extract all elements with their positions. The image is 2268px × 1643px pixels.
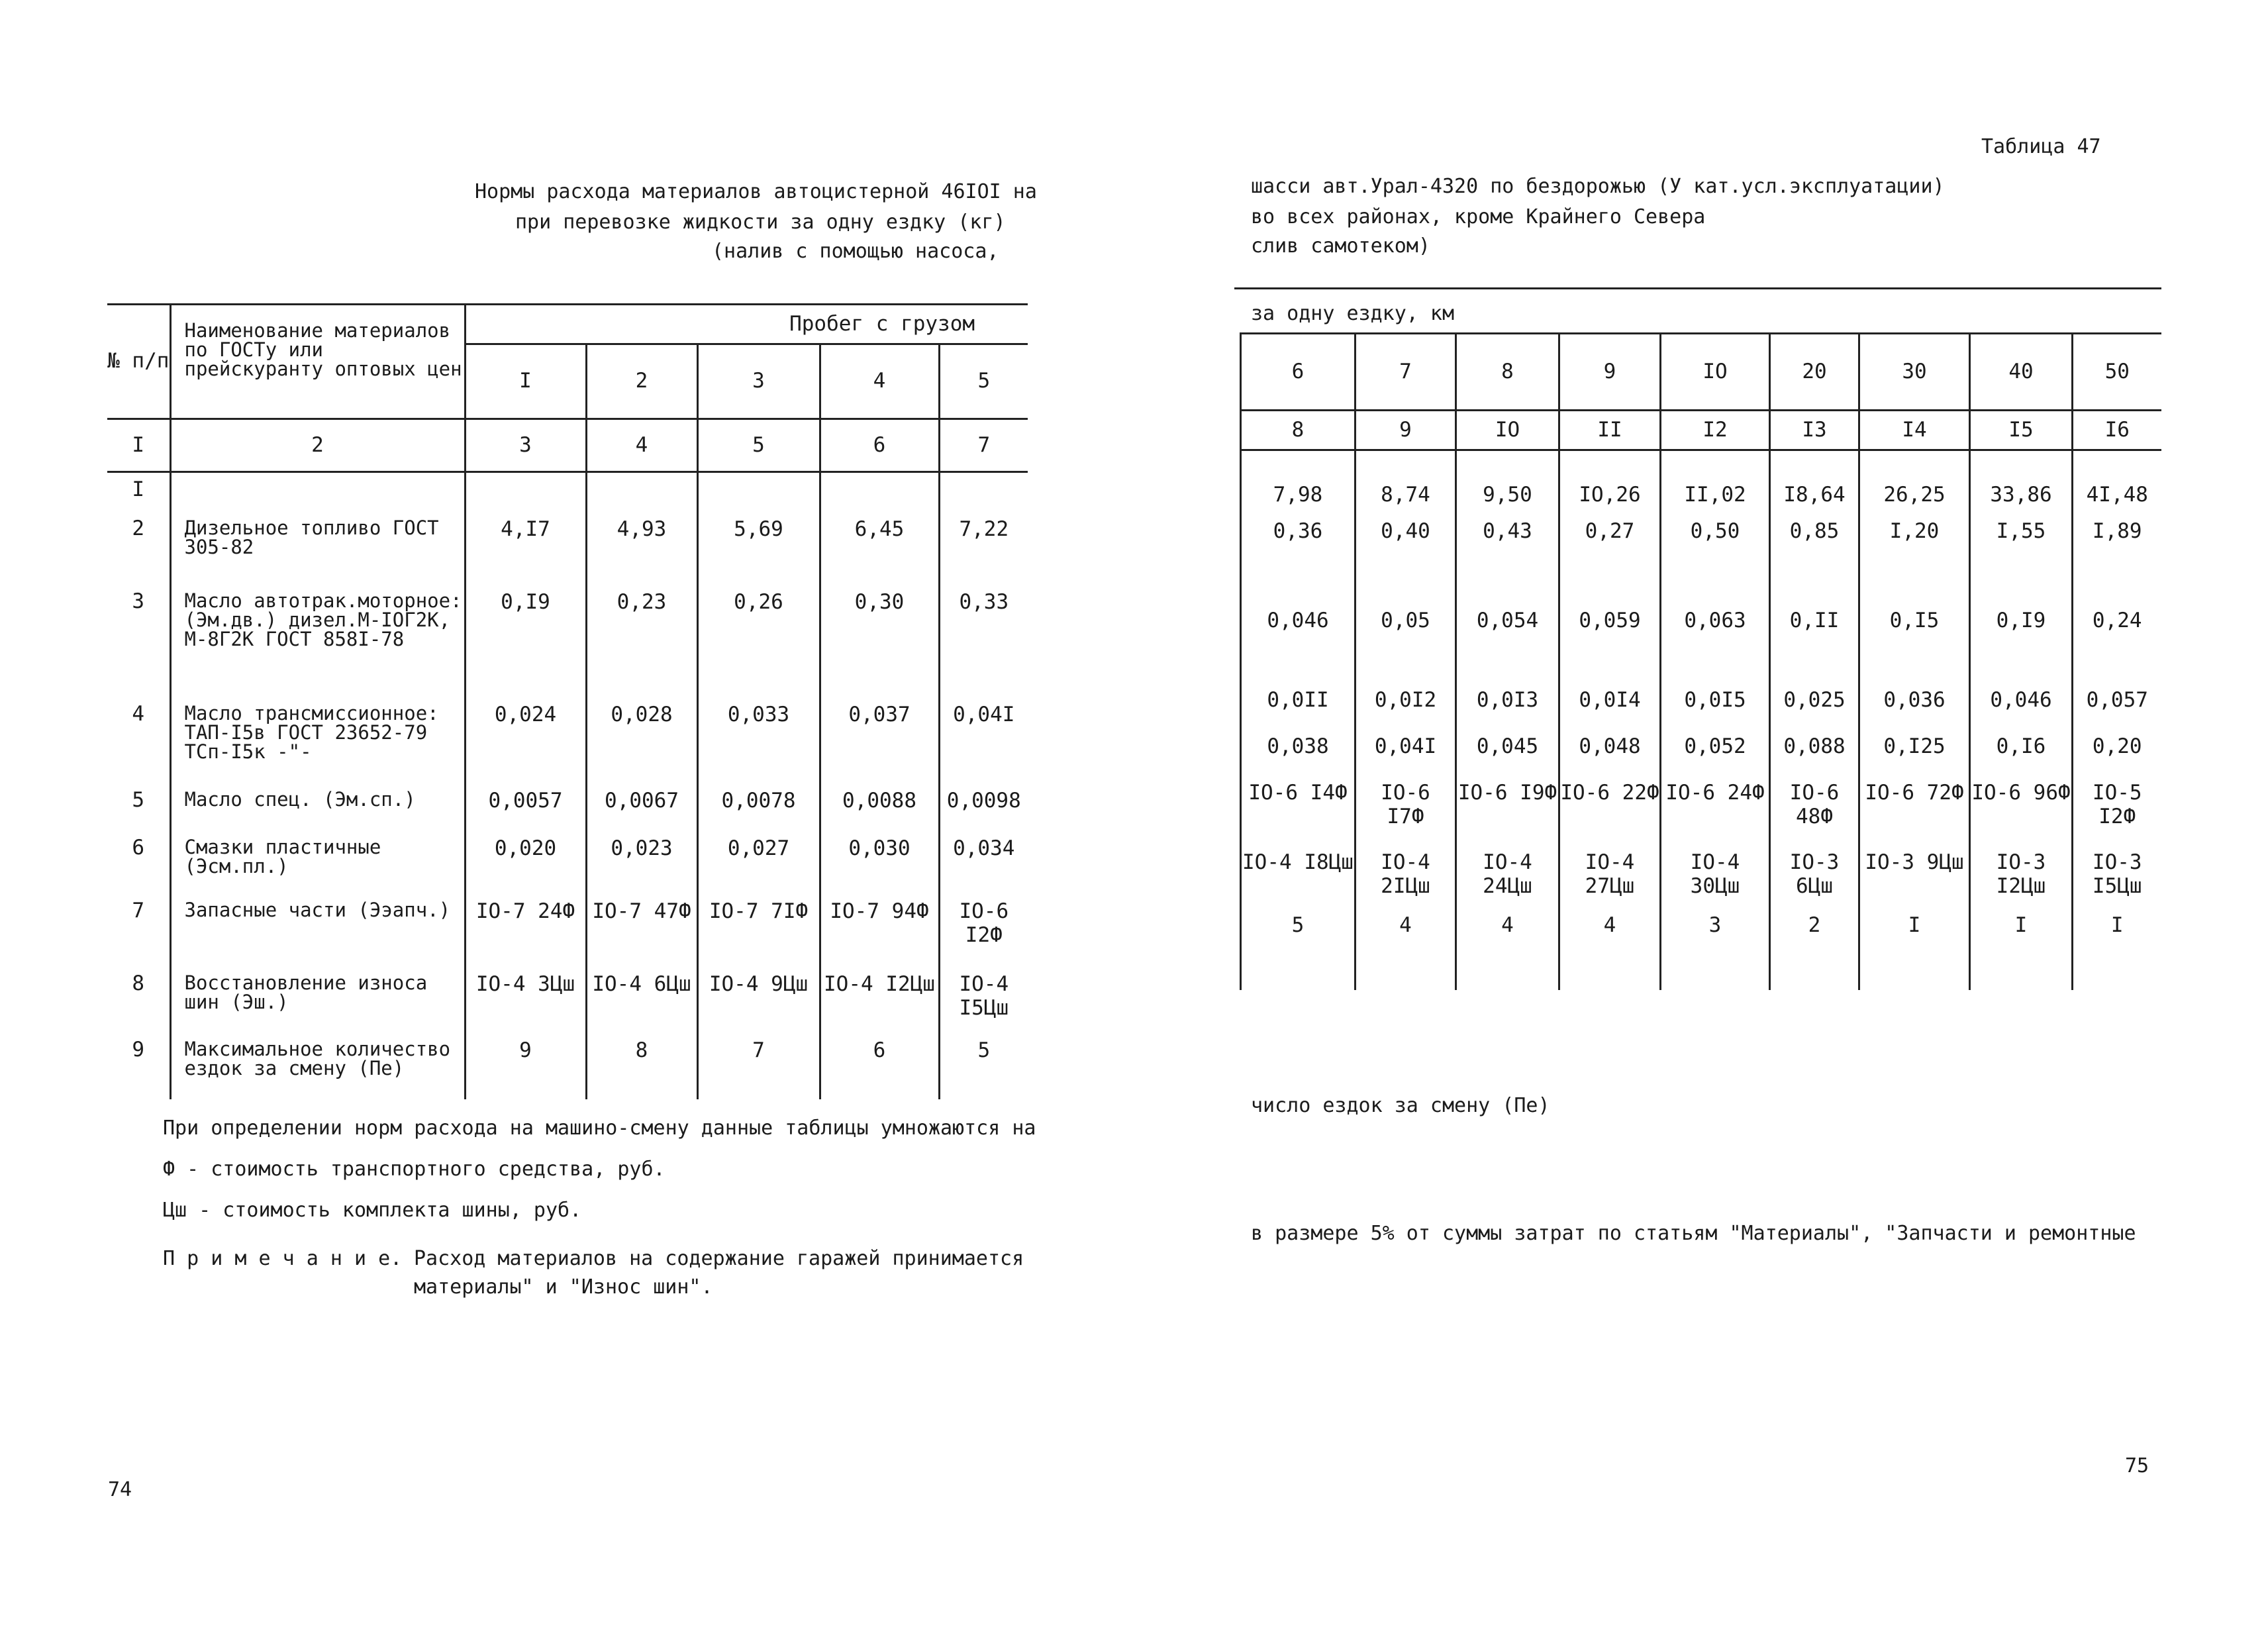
norm-value: 8: [586, 1033, 697, 1099]
norm-value: 0,43: [1456, 510, 1559, 563]
row-number: 4: [107, 697, 170, 783]
norm-value: I,89: [2073, 510, 2161, 563]
run-col: I: [465, 344, 586, 419]
right-top-rule: [1234, 287, 2161, 289]
norm-value: 8,74: [1356, 450, 1456, 510]
norm-value: 0,034: [939, 831, 1028, 894]
norm-value: 0,40: [1356, 510, 1456, 563]
index-cell: 7: [939, 419, 1028, 472]
norm-value: [586, 472, 697, 512]
norm-value: IO-3 I2Цш: [1970, 841, 2073, 904]
index-cell: I5: [1970, 411, 2073, 450]
index-cell: I6: [2073, 411, 2161, 450]
norm-value: 0,0I2: [1356, 679, 1456, 725]
table-row: [107, 585, 1028, 697]
run-col: 6: [1241, 334, 1356, 411]
norm-value: IO-4 2IЦш: [1356, 841, 1456, 904]
table-row: [1241, 510, 2161, 563]
norm-value: 0,04I: [1356, 725, 1456, 772]
table-row: [107, 472, 1028, 512]
norm-value: IO-4 27Цш: [1559, 841, 1661, 904]
material-name: Смазки пластичные (Эсм.пл.): [170, 831, 465, 894]
norm-value: 0,0I5: [1661, 679, 1770, 725]
norm-value: 4: [1456, 904, 1559, 990]
norm-value: 6: [820, 1033, 939, 1099]
norm-value: 0,023: [586, 831, 697, 894]
row-number: 7: [107, 894, 170, 967]
norm-value: 0,037: [820, 697, 939, 783]
norm-value: 0,05: [1356, 563, 1456, 679]
norm-value: I: [2073, 904, 2161, 990]
norm-value: IO-3 I5Цш: [2073, 841, 2161, 904]
norm-value: 26,25: [1859, 450, 1970, 510]
norm-value: 0,046: [1970, 679, 2073, 725]
left-title-line-3: (налив с помощью насоса,: [712, 240, 999, 263]
norm-value: IO-6 72Ф: [1859, 772, 1970, 841]
norm-value: 33,86: [1970, 450, 2073, 510]
right-norms-table: [1240, 332, 2161, 990]
index-row: [107, 419, 1028, 472]
norm-value: 0,23: [586, 585, 697, 697]
norm-value: [820, 472, 939, 512]
norm-value: IO-4 9Цш: [697, 967, 820, 1033]
material-name: Масло автотрак.моторное: (Эм.дв.) дизел.М-IОГ2К, М-8Г2К ГОСТ 858I-78: [170, 585, 465, 697]
norm-value: I,55: [1970, 510, 2073, 563]
table-row: [1241, 679, 2161, 725]
norm-value: IO-3 6Цш: [1770, 841, 1859, 904]
norm-value: 0,088: [1770, 725, 1859, 772]
run-col: 30: [1859, 334, 1970, 411]
norm-value: I,20: [1859, 510, 1970, 563]
norm-value: IO-4 6Цш: [586, 967, 697, 1033]
material-name: Дизельное топливо ГОСТ 305-82: [170, 512, 465, 585]
norm-value: 0,20: [2073, 725, 2161, 772]
norm-value: IO,26: [1559, 450, 1661, 510]
norm-value: 4: [1559, 904, 1661, 990]
group-header-run: Пробег с грузом: [465, 305, 1028, 344]
left-note-line-1: При определении норм расхода на машино-смену данные таблицы умножаются на: [163, 1117, 1036, 1140]
norm-value: 0,0I4: [1559, 679, 1661, 725]
norm-value: 5: [1241, 904, 1356, 990]
norm-value: 0,054: [1456, 563, 1559, 679]
index-cell: I3: [1770, 411, 1859, 450]
norm-value: IO-6 48Ф: [1770, 772, 1859, 841]
norm-value: IO-4 I2Цш: [820, 967, 939, 1033]
table-row: [107, 783, 1028, 831]
norm-value: 4,93: [586, 512, 697, 585]
index-cell: 4: [586, 419, 697, 472]
norm-value: IO-3 9Цш: [1859, 841, 1970, 904]
norm-value: IO-4 30Цш: [1661, 841, 1770, 904]
right-index-row: [1241, 411, 2161, 450]
material-name: [170, 472, 465, 512]
run-col: IO: [1661, 334, 1770, 411]
norm-value: 2: [1770, 904, 1859, 990]
norm-value: 4I,48: [2073, 450, 2161, 510]
norm-value: 7: [697, 1033, 820, 1099]
right-run-header-row: [1241, 334, 2161, 411]
left-norms-table: [107, 303, 1028, 1099]
norm-value: 0,0098: [939, 783, 1028, 831]
table-row: [107, 967, 1028, 1033]
table-row: [107, 512, 1028, 585]
norm-value: 0,024: [465, 697, 586, 783]
norm-value: IO-7 24Ф: [465, 894, 586, 967]
norm-value: 0,033: [697, 697, 820, 783]
norm-value: 4,I7: [465, 512, 586, 585]
right-remark-text: в размере 5% от суммы затрат по статьям "Материалы", "Запчасти и ремонтные: [1251, 1222, 2136, 1245]
norm-value: 0,025: [1770, 679, 1859, 725]
index-cell: I4: [1859, 411, 1970, 450]
table-row: [1241, 841, 2161, 904]
right-title-line-3: слив самотеком): [1251, 234, 1430, 258]
norm-value: 0,020: [465, 831, 586, 894]
norm-value: 0,048: [1559, 725, 1661, 772]
norm-value: 0,I9: [465, 585, 586, 697]
row-number: 9: [107, 1033, 170, 1099]
norm-value: 0,045: [1456, 725, 1559, 772]
left-remark-text-1: Расход материалов на содержание гаражей принимается: [414, 1247, 1024, 1270]
norm-value: 0,30: [820, 585, 939, 697]
norm-value: 5: [939, 1033, 1028, 1099]
norm-value: IO-6 I7Ф: [1356, 772, 1456, 841]
norm-value: IO-7 47Ф: [586, 894, 697, 967]
norm-value: IO-6 96Ф: [1970, 772, 2073, 841]
material-name: Максимальное количество ездок за смену (Пе): [170, 1033, 465, 1099]
table-label: Таблица 47: [1981, 135, 2101, 158]
run-col: 4: [820, 344, 939, 419]
norm-value: 0,0II: [1241, 679, 1356, 725]
norm-value: 0,038: [1241, 725, 1356, 772]
row-number: I: [107, 472, 170, 512]
norm-value: II,02: [1661, 450, 1770, 510]
col-header-name: Наименование материалов по ГОСТу или прейскуранту оптовых цен: [170, 305, 465, 419]
norm-value: 0,0I3: [1456, 679, 1559, 725]
left-note-line-2: Ф - стоимость транспортного средства, руб.: [163, 1158, 666, 1181]
norm-value: 0,50: [1661, 510, 1770, 563]
norm-value: [697, 472, 820, 512]
run-col: 2: [586, 344, 697, 419]
norm-value: I: [1970, 904, 2073, 990]
norm-value: 0,063: [1661, 563, 1770, 679]
row-number: 2: [107, 512, 170, 585]
index-cell: 6: [820, 419, 939, 472]
run-col: 8: [1456, 334, 1559, 411]
norm-value: 0,27: [1559, 510, 1661, 563]
norm-value: 0,26: [697, 585, 820, 697]
norm-value: 0,85: [1770, 510, 1859, 563]
norm-value: IO-6 I2Ф: [939, 894, 1028, 967]
material-name: Запасные части (Ээапч.): [170, 894, 465, 967]
norm-value: IO-5 I2Ф: [2073, 772, 2161, 841]
norm-value: 0,24: [2073, 563, 2161, 679]
right-page-number: 75: [2125, 1454, 2149, 1477]
norm-value: 0,0057: [465, 783, 586, 831]
norm-value: 3: [1661, 904, 1770, 990]
table-row: [1241, 563, 2161, 679]
norm-value: I: [1859, 904, 1970, 990]
run-col: 3: [697, 344, 820, 419]
run-col: 9: [1559, 334, 1661, 411]
right-group-header: за одну ездку, км: [1251, 302, 1455, 325]
index-cell: I: [107, 419, 170, 472]
norm-value: 0,33: [939, 585, 1028, 697]
index-cell: II: [1559, 411, 1661, 450]
norm-value: 0,0088: [820, 783, 939, 831]
index-cell: I2: [1661, 411, 1770, 450]
left-remark-text-2: материалы" и "Износ шин".: [414, 1275, 713, 1299]
run-col: 5: [939, 344, 1028, 419]
norm-value: 0,I5: [1859, 563, 1970, 679]
left-title-line-2: при перевозке жидкости за одну ездку (кг): [515, 211, 1006, 234]
run-col: 40: [1970, 334, 2073, 411]
norm-value: 5,69: [697, 512, 820, 585]
norm-value: 7,22: [939, 512, 1028, 585]
norm-value: 9: [465, 1033, 586, 1099]
norm-value: 0,028: [586, 697, 697, 783]
norm-value: 7,98: [1241, 450, 1356, 510]
row-number: 6: [107, 831, 170, 894]
table-row: [1241, 725, 2161, 772]
norm-value: IO-7 94Ф: [820, 894, 939, 967]
table-row: [1241, 450, 2161, 510]
norm-value: IO-6 I9Ф: [1456, 772, 1559, 841]
material-name: Масло трансмиссионное: ТАП-I5в ГОСТ 23652-79 ТСп-I5к -"-: [170, 697, 465, 783]
left-remark-label: П р и м е ч а н и е.: [163, 1247, 403, 1270]
norm-value: IO-4 I5Цш: [939, 967, 1028, 1033]
right-note-line-1: число ездок за смену (Пе): [1251, 1094, 1550, 1117]
run-col: 50: [2073, 334, 2161, 411]
norm-value: 0,36: [1241, 510, 1356, 563]
right-title-line-2: во всех районах, кроме Крайнего Севера: [1251, 205, 1706, 228]
norm-value: 0,0067: [586, 783, 697, 831]
table-row: [107, 1033, 1028, 1099]
index-cell: 2: [170, 419, 465, 472]
norm-value: 0,036: [1859, 679, 1970, 725]
material-name: Восстановление износа шин (Эш.): [170, 967, 465, 1033]
run-col: 7: [1356, 334, 1456, 411]
col-header-no: № п/п: [107, 305, 170, 419]
norm-value: [465, 472, 586, 512]
norm-value: 9,50: [1456, 450, 1559, 510]
norm-value: 0,057: [2073, 679, 2161, 725]
material-name: Масло спец. (Эм.сп.): [170, 783, 465, 831]
table-row: [1241, 904, 2161, 990]
row-number: 5: [107, 783, 170, 831]
norm-value: 0,04I: [939, 697, 1028, 783]
index-cell: 8: [1241, 411, 1356, 450]
norm-value: 0,059: [1559, 563, 1661, 679]
index-cell: IO: [1456, 411, 1559, 450]
norm-value: IO-4 3Цш: [465, 967, 586, 1033]
left-note-line-3: Цш - стоимость комплекта шины, руб.: [163, 1199, 582, 1222]
table-row: [107, 894, 1028, 967]
norm-value: 0,0078: [697, 783, 820, 831]
norm-value: IO-4 I8Цш: [1241, 841, 1356, 904]
norm-value: IO-6 24Ф: [1661, 772, 1770, 841]
index-cell: 5: [697, 419, 820, 472]
table-row: [107, 831, 1028, 894]
norm-value: [939, 472, 1028, 512]
norm-value: 6,45: [820, 512, 939, 585]
table-row: [1241, 772, 2161, 841]
run-col: 20: [1770, 334, 1859, 411]
norm-value: 0,II: [1770, 563, 1859, 679]
norm-value: 0,046: [1241, 563, 1356, 679]
row-number: 8: [107, 967, 170, 1033]
table-row: [107, 697, 1028, 783]
norm-value: 4: [1356, 904, 1456, 990]
left-page-number: 74: [108, 1478, 132, 1501]
index-cell: 9: [1356, 411, 1456, 450]
row-number: 3: [107, 585, 170, 697]
index-cell: 3: [465, 419, 586, 472]
norm-value: 0,052: [1661, 725, 1770, 772]
norm-value: 0,I9: [1970, 563, 2073, 679]
left-title-line-1: Нормы расхода материалов автоцистерной 46IOI на: [475, 180, 1037, 203]
norm-value: IO-7 7IФ: [697, 894, 820, 967]
norm-value: 0,I6: [1970, 725, 2073, 772]
right-title-line-1: шасси авт.Урал-4320 по бездорожью (У кат.усл.эксплуатации): [1251, 175, 1945, 198]
norm-value: IO-6 22Ф: [1559, 772, 1661, 841]
norm-value: IO-4 24Цш: [1456, 841, 1559, 904]
norm-value: 0,I25: [1859, 725, 1970, 772]
norm-value: I8,64: [1770, 450, 1859, 510]
norm-value: IO-6 I4Ф: [1241, 772, 1356, 841]
norm-value: 0,027: [697, 831, 820, 894]
norm-value: 0,030: [820, 831, 939, 894]
